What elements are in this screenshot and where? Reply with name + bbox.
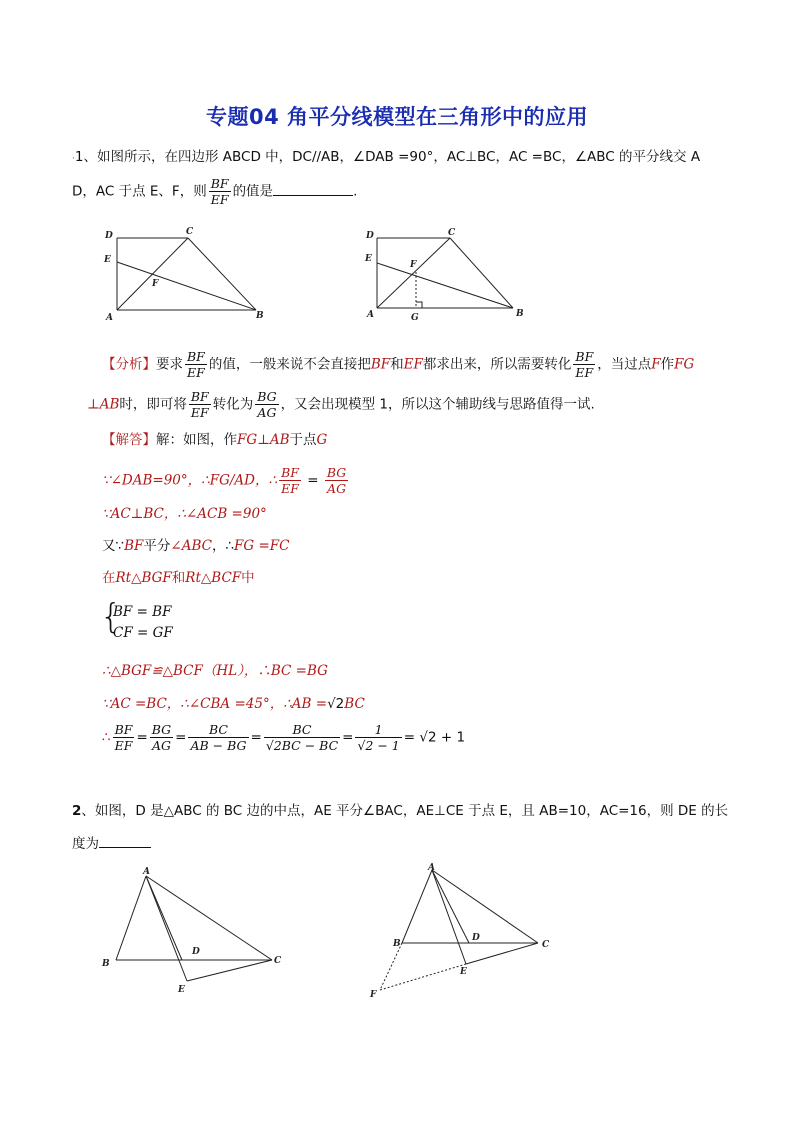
label-F: F	[370, 990, 377, 1000]
final-frac-root: $\frac{BC}{√2BC - BC}$	[265, 722, 339, 753]
analysis-frac-bf-ef: $\frac{BF}{EF}$	[187, 349, 205, 380]
solution-line1: ∵∠DAB=90°，∴FG/AD，∴ $\frac{BF}{EF}$ = $\frac{BG}{AG}$	[102, 465, 347, 496]
q1-line1: ·1、如图所示，在四边形 ABCD 中，DC//AB，∠DAB =90°，AC⊥BC，AC =BC，∠ABC 的平分线交 A	[72, 149, 701, 165]
label-B: B	[256, 311, 264, 321]
label-D: D	[472, 933, 480, 943]
q1-answer-blank	[273, 181, 353, 196]
solution-line7: ∴ $\frac{BF}{EF}$ = $\frac{BG}{AG}$ = $\frac{BC}{AB - BG}$ = $\frac{BC}{√2BC - BC}$ = $\frac{1}{√2 - 1}$ = √2 + 1	[102, 722, 466, 753]
analysis-tag: 【分析】	[102, 356, 156, 373]
q1-fraction: $\frac{BF}{EF}$	[210, 176, 229, 207]
solution-line6: ∵AC =BC，∴∠CBA =45°，∴AB =√2BC	[102, 696, 365, 712]
q1-line2: D，AC 于点 E、F，则 $\frac{BF}{EF}$ 的值是 .	[72, 176, 358, 207]
final-result: = √2 + 1	[403, 729, 466, 746]
label-A: A	[367, 310, 374, 320]
final-frac-bc-abbg: $\frac{BC}{AB - BG}$	[190, 722, 247, 753]
label-A: A	[428, 863, 435, 873]
analysis-line2: ⊥AB时，即可将 $\frac{BF}{EF}$ 转化为 $\frac{BG}{AG}$ ，又会出现模型 1，所以这个辅助线与思路值得一试.	[87, 389, 595, 420]
label-E: E	[365, 254, 372, 264]
label-E: E	[178, 985, 185, 995]
label-D: D	[105, 231, 113, 241]
solution-line4: 在Rt△BGF和Rt△BCF中	[102, 570, 255, 586]
label-B: B	[393, 939, 401, 949]
solution-line0: 【解答】解：如图，作FG⊥AB于点G	[102, 432, 328, 448]
solution-line3: 又∵BF平分∠ABC，∴FG =FC	[102, 538, 290, 554]
q2-number: 2	[72, 803, 82, 819]
figure-2-right	[366, 860, 566, 1000]
label-A: A	[143, 867, 150, 877]
figure-1-right	[364, 226, 534, 326]
label-C: C	[448, 228, 456, 238]
label-C: C	[186, 227, 194, 237]
solution-line2: ∵AC⊥BC，∴∠ACB =90°	[102, 506, 267, 522]
page-title: 专题04 角平分线模型在三角形中的应用	[205, 105, 589, 129]
solution-frac-bf-ef: $\frac{BF}{EF}$	[281, 465, 299, 496]
label-A: A	[106, 313, 113, 323]
final-frac-one: $\frac{1}{√2 - 1}$	[357, 722, 400, 753]
label-C: C	[274, 956, 282, 966]
q1-text: 、如图所示，在四边形 ABCD 中，DC//AB，∠DAB =90°，AC⊥BC，AC =BC，∠ABC 的平分线交 A	[83, 149, 701, 165]
system-brace: {	[100, 597, 122, 637]
figure-1-left	[100, 226, 270, 326]
q2-line2: 度为	[72, 833, 151, 854]
q2-answer-blank	[99, 833, 151, 848]
label-B: B	[516, 309, 524, 319]
q1-text3: 的值是	[232, 183, 274, 200]
analysis-frac-bg-ag: $\frac{BG}{AG}$	[257, 389, 277, 420]
q1-number: 1	[74, 149, 84, 165]
label-G: G	[411, 313, 419, 323]
system-eq2: CF = GF	[113, 625, 173, 641]
label-D: D	[192, 947, 200, 957]
label-B: B	[102, 959, 110, 969]
solution-frac-bg-ag: $\frac{BG}{AG}$	[326, 465, 347, 496]
label-E: E	[460, 967, 467, 977]
label-C: C	[542, 940, 550, 950]
label-F: F	[152, 279, 159, 289]
system-eq1: BF = BF	[113, 604, 172, 620]
label-F: F	[410, 260, 417, 270]
solution-tag: 【解答】	[102, 432, 156, 448]
analysis-frac-bf-ef-2: $\frac{BF}{EF}$	[575, 349, 594, 380]
final-frac-bf-ef: $\frac{BF}{EF}$	[114, 722, 133, 753]
label-E: E	[104, 255, 111, 265]
q2-line1: 2、如图，D 是△ABC 的 BC 边的中点，AE 平分∠BAC，AE⊥CE 于点 E，且 AB=10，AC=16，则 DE 的长	[72, 803, 729, 819]
solution-line5: ∴△BGF≌△BCF（HL），∴BC =BG	[102, 663, 328, 679]
label-D: D	[366, 231, 374, 241]
analysis-line1: 【分析】要求 $\frac{BF}{EF}$ 的值，一般来说不会直接把BF和EF都求出来，所以需要转化 $\frac{BF}{EF}$ ，当过点F作FG	[102, 349, 695, 380]
q1-text2: D，AC 于点 E、F，则	[72, 183, 207, 200]
analysis-frac-bf-ef-3: $\frac{BF}{EF}$	[190, 389, 209, 420]
final-frac-bg-ag: $\frac{BG}{AG}$	[151, 722, 172, 753]
figure-2-left	[98, 866, 298, 996]
